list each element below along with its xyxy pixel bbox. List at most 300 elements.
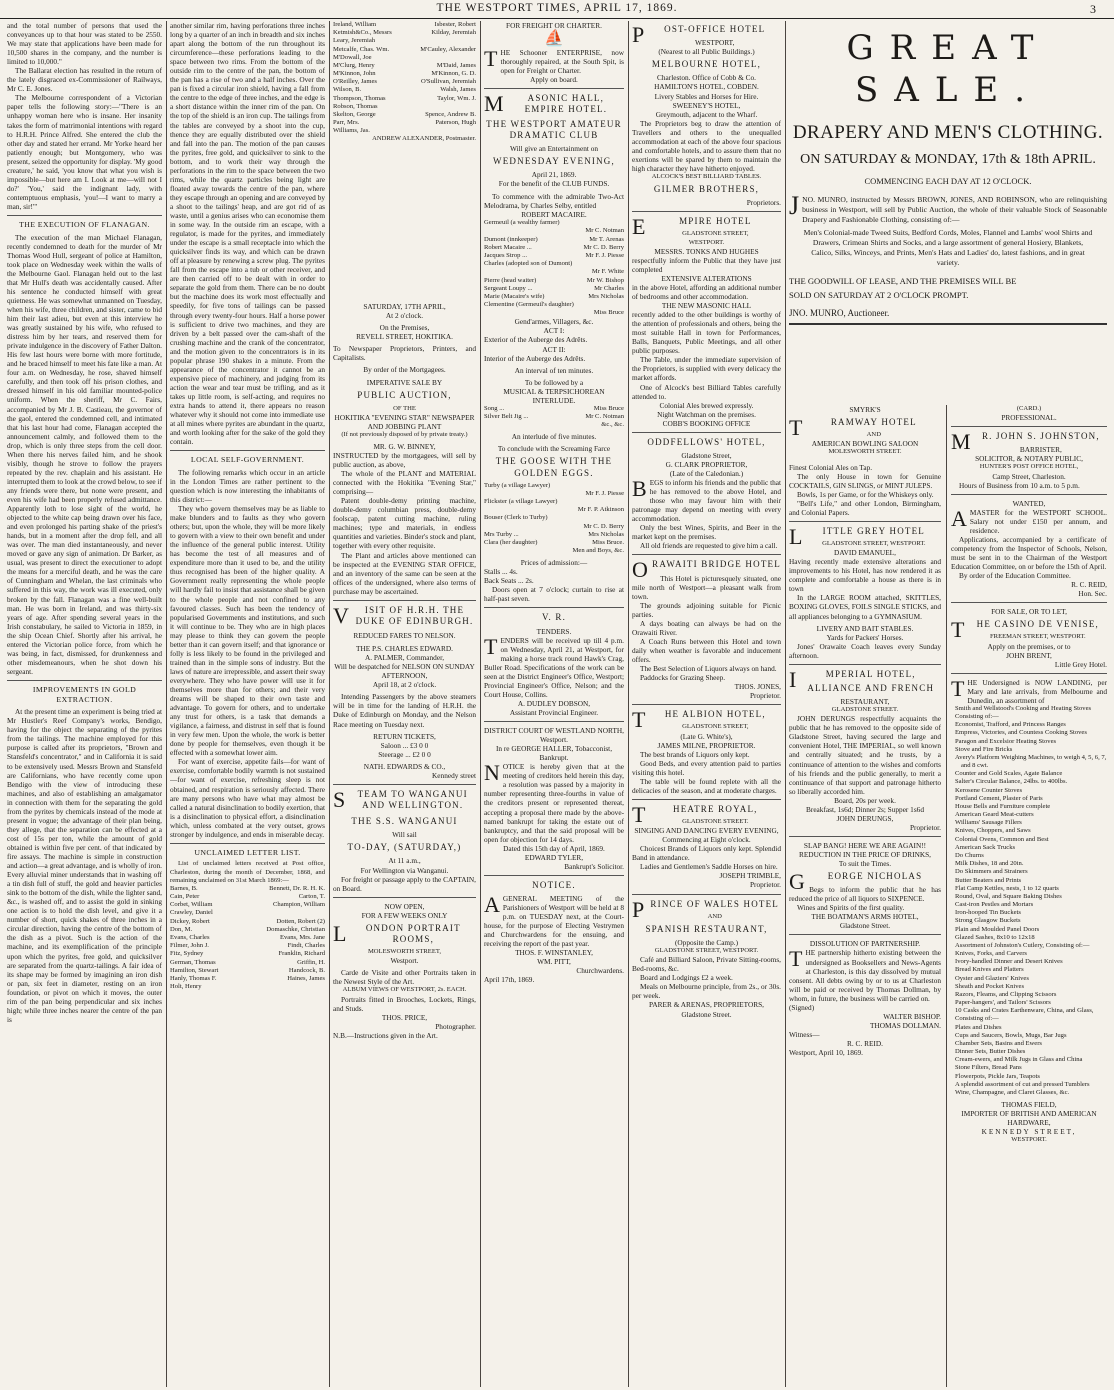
list-cell: Mr Charles (594, 284, 624, 292)
cast-row (484, 531, 624, 539)
text: Charleston. Office of Cobb & Co. (657, 73, 756, 83)
text: GLADSTONE STREET, (682, 723, 749, 731)
text: NOW OPEN, (384, 901, 425, 911)
text: Patent double-demy printing machine, double-demy columbian press, double-demy foolscap, patent cutting machine, ruling machines; type and materials, in endless quantities and varieties. Binder's stock and plant, together with every other requisite. (333, 496, 476, 551)
article-text: The Ballarat election has resulted in the return of the lately disgraced ex-Commissioner of Railways, Mr C. E. Jones. (7, 66, 162, 94)
list-item: Portland Cement, Plaster of Paris (955, 794, 1043, 802)
divider (632, 894, 781, 895)
list-cell: Mr C. Notman (585, 412, 624, 420)
text: One of Alcock's best Billiard Tables carefully attended to. (632, 382, 781, 401)
list-cell: Parr, Mrs. (333, 119, 360, 127)
list-item: Wine, Champagne, and Claret Glasses, &c. (955, 1088, 1070, 1096)
list-item: 10 Casks and Crates Earthenware, China, and Glass, (955, 1007, 1094, 1015)
text: For Wellington via Wanganui. (360, 865, 449, 875)
text: The only House in town for Genuine COCKTAILS, GIN SLINGS, or MINT JULEPS. (789, 471, 941, 490)
list-cell: Mr C. Notman (585, 227, 624, 235)
letter-row (170, 901, 325, 909)
text: G. CLARK PROPRIETOR, (665, 459, 748, 469)
list-cell: Jacques Strop ... (484, 251, 528, 259)
list-item: Chamber Sets, Basins and Ewers (955, 1039, 1042, 1047)
list-cell: M'Cauley, Alexander (420, 45, 476, 53)
cast-row (484, 236, 624, 244)
text: JOHN DERUNGS respectfully acquaints the public that he has removed to the opposite side of Gladstone Street, having secured the large and convenient Hotel, THE IMPERIAL, so well known and centrally situated; and he trusts, by a continuance of attention to the wishes and comforts of his friends and the public generally, to merit a continuance of that support and patronage hitherto so liberally accorded him. (789, 714, 941, 796)
steam-heading: TEAM TO WANGANUI AND WELLINGTON. (357, 788, 468, 810)
list-cell: Thompson, Thomas (333, 94, 386, 102)
text: V. R. (541, 612, 567, 623)
list-cell: Kilday, Jeremiah (431, 29, 476, 37)
text: WALTER BISHOP. (883, 1011, 941, 1021)
text: HE Undersigned is NOW LANDING, per Mary and late arrivals, from Melbourne and Dunedin, an assortment of (967, 677, 1107, 705)
empire-hotel: MPIRE HOTEL (679, 216, 752, 227)
cast-row (484, 413, 624, 421)
text: (CARD.) (1016, 405, 1042, 412)
cast-row (484, 498, 624, 506)
letter-row (170, 909, 325, 917)
text: FOR SALE, OR TO LET, (991, 607, 1067, 617)
list-cell: Miss Bruce. (592, 538, 624, 546)
text: Back Seats ... 2s. (484, 576, 534, 586)
text: AMERICAN BOWLING SALOON (811, 439, 919, 449)
list-cell: Williams, Jas. (333, 127, 370, 135)
text: DAVID EMANUEL, (834, 548, 896, 558)
column-4: FOR FREIGHT OR CHARTER. ⛵ THE Schooner ENTERPRISE, now thoroughly repaired, at the South Spit, is open for Freight or Charter. Apply on board. M ASONIC HALL, EMPIRE HOTEL. THE WESTPORT AMATEUR DRAMATIC CLUB Will give an Entertainment on WEDNESDAY EVENING, April 21, 1869. For the benefit of the CLUB FUNDS. To commence with the admirable Two-Act Melodrama, by Charles Selby, entitled ROBERT MACAIRE. Germeuil (a wealthy farmer) Mr C. Notman Dumont (innkeeper) Mr T. Arenas Robert Macaire ... Mr C. D. Berry Jacques Strop ... Mr F. J. Piesse Charles (adopted son of Dumont) Mr F. White Pierre (head waiter) Mr W. Bishop Sergeant Loupy ... Mr Charles Marie (Macaire's wife) Mrs Nicholas Clementine (Germeuil's daughter) Miss Bruce Gend'armes, Villagers, &c. ACT I: Exterior of the Auberge des Adrêts. ACT II: Interior of the Auberge des Adrêts. An interval of ten minutes. To be followed by a MUSICAL & TERPSICHOREAN INTERLUDE. Song ... Miss Bruce Silver Belt Jig ... Mr C. Notman &c., &c. An interlude of five minutes. To conclude with the Screaming Farce THE GOOSE WITH THE GOLDEN EGGS. Turby (a village Lawyer) Mr F. J. Piesse Flickster (a village Lawyer) Mr F. P. Atkinson Bouser (Clerk to Turby) Mr C. D. Berry Mrs Turby ... Mrs Nicholas Clara (her daughter) Miss Bruce. Men and Boys, &c. Prices of admission:— Stalls ... 4s. Back Seats ... 2s. Doors open at 7 o'clock; curtain to rise at half-past seven. V. R. TENDERS. TENDERS will be received up till 4 p.m. on Wednesday, April 21, at Westport, for making a horse track round Hawk's Crag, Buller Road. Specifications of the work can be seen at the District Engineer's Office, Westport; Provincial Engineer's Office, Nelson; and the Court House, Collins. A. DUDLEY DOBSON, Assistant Provincial Engineer. DISTRICT COURT OF WESTLAND NORTH, Westport. In re GEORGE HALLER, Tobacconist, Bankrupt. NOTICE is hereby given that at the meeting of creditors held herein this day, a resolution was passed by a majority in number representing three-fourths in value of the creditors present or represented thereat, accepting a proposal there made by the above-named bankrupt for taking the estate out of bankruptcy, and that the said proposal will be open for objection for 14 days. Dated this 15th day of April, 1869. EDWARD TYLER, Bankrupt's Solicitor. NOTICE. AGENERAL MEETING of the Parishioners of Westport will be held at 8 p.m. on TUESDAY next, at the Court-house, for the purpose of Electing Vestrymen and Churchwardens for the ensuing, and receiving the report of the past year. THOS. F. WINSTANLEY, WM. PITT, Churchwardens. April 17th, 1869. (484, 21, 624, 985)
list-cell: Turby (a village Lawyer) (484, 481, 551, 489)
text: Gladstone Street, (681, 450, 732, 460)
george-nicholas: EORGE NICHOLAS (827, 871, 923, 882)
masthead-title: THE WESTPORT TIMES, APRIL 17, 1869. (436, 2, 678, 14)
text: Board and Lodgings £2 a week. (640, 973, 733, 983)
text: (Signed) (789, 1002, 815, 1012)
text: For freight or passage apply to the CAPTAIN, on Board. (333, 874, 476, 893)
text: In the LARGE ROOM attached, SKITTLES, BOXING GLOVES, FOILS SINGLE STICKS, and all appliances belonging to a GYMNASIUM. (789, 593, 941, 621)
text: Meals on Melbourne principle, from 2s., or 30s. per week. (632, 982, 781, 1001)
list-cell: Isbester, Robert (434, 21, 476, 28)
text: Westport. (390, 956, 419, 966)
list-cell: Carton, T. (298, 893, 325, 901)
text: Paddocks for Grazing Sheep. (640, 673, 726, 683)
text: Westport. (540, 735, 568, 745)
text: Bankrupt's Solicitor. (564, 861, 624, 871)
text: Proprietors. (746, 198, 781, 208)
text: Ladies and Gentlemen's Saddle Horses on hire. (640, 862, 778, 872)
text: JOHN DERUNGS, (836, 813, 894, 823)
list-cell: Hanly, Thomas F. (170, 974, 217, 982)
johnston: R. JOHN S. JOHNSTON, (981, 431, 1100, 442)
divider (484, 88, 624, 89)
cast-row (484, 268, 624, 276)
text: Café and Billiard Saloon, Private Sitting-rooms, Bed-rooms, &c. (632, 955, 781, 974)
text: PROFESSIONAL. (1001, 413, 1057, 423)
article-text: List of unclaimed letters received at Post office, Charleston, during the month of December, 1868, and remaining unclaimed on 31st March 1869:— (170, 860, 325, 884)
letter-row (170, 967, 325, 975)
text: The Best Selection of Liquors always on hand. (640, 664, 777, 674)
cast-row (484, 539, 624, 547)
text: THOMAS DOLLMAN. (870, 1020, 941, 1030)
text: ENDERS will be received up till 4 p.m. on Wednesday, April 21, at Westport, for making a horse track round Hawk's Crag, Buller Road. Specifications of the work can be seen at the District Engineer's Office, Westport; Provincial Engineer's Office, Nelson; and the Court House, Collins. (484, 635, 624, 699)
list-cell: Mr F. White (591, 268, 624, 276)
list-item: Salter's Circular Balance, 24lbs. to 400lbs. (955, 778, 1068, 786)
cast-row (484, 547, 624, 555)
text: WESTPORT. (688, 238, 725, 246)
cast-row (484, 523, 624, 531)
auctioneer: JNO. MUNRO, Auctioneer. (789, 307, 890, 318)
text: The best brands of Liquors only kept. (640, 749, 750, 759)
column-rule (946, 405, 947, 1387)
text: A. PALMER, Commander, (364, 653, 445, 663)
article-text: another similar rim, having perforations three inches long by a quarter of an inch in breadth and six inches apart along the bottom of the run throughout its circumference—these perforations leading to the space between two rims. From the bottom of the outside rim to the centre of the pan, the bottom of the pan has a rise of two and a half inches. Over the pan is fixed a circular iron shield, having a fall from the centre to the edge of three inches, and the edge is a short distance within the inner rim of the pan. On the top of the shield is an iron cup. The tailings from the tables are conveyed by a shoot into the cup, thence they are equally distributed over the shield and fall into the pan. The motion of the pan causes the pyrites, free gold, and quicksilver to sink to the bottom, and to work their way through the perforations in the rim to the space between the two rims, while the quartz particles being light are floated away towards the centre of the pan, where they escape through an opening and are conveyed by a shoot to the tailings' heap, and are got rid of as waste, until a genius arises who can economise them in some way. In the outside rim an escape, with a regulator, is made for the pyrites, and immediately under the escape is a small receptacle into which the quicksilver finds its way, and which can be drawn off at pleasure by renewing a screw plug. The pyrites fall from the escape into a tub or other receiver, and are then carried off to be dealt with in order to separate the gold from them. There can be no doubt but the machine does its work most effectually and speedily, for five tons of tailings can be passed through every twenty-four hours. Half a horse power is sufficient to drive two machines, and they are driven by a belt passed over the cam-shaft of the crushing machine and the crank of the concentrator, and the motion given to the concentrators is in its popular phrase 190 shakes in a minute. From the appearance of the concentrator it cannot be an expensive piece of machinery, and judging from its action the wear and tear must be trifling, and as it takes up little room, is self-acting, and requires no extra hands to attend it, there appears no reason whatever why it should not come into immediate use at all mines where pyrites are abundant in the quartz, and worth looking after for the sake of the gold they contain. (170, 21, 325, 447)
cast-list (484, 482, 624, 556)
list-cell: Crawley, Daniel (170, 909, 213, 917)
casino: HE CASINO DE VENISE, (976, 619, 1099, 630)
list-item: Consisting of:— (955, 713, 999, 721)
list-item: Razors, Fleams, and Clipping Scissors (955, 990, 1057, 998)
text: REVELL STREET, HOKITIKA. (356, 332, 453, 342)
list-item: Dinner Sets, Butter Dishes (955, 1048, 1026, 1056)
text: Will be despatched for NELSON ON SUNDAY AFTERNOON, (334, 662, 475, 681)
list-cell: Mr W. Bishop (586, 276, 624, 284)
text: In re GEORGE HALLER, Tobacconist, Bankrupt. (495, 744, 613, 763)
list-cell: Cain, Peter (170, 893, 200, 901)
text: Colonial Ales brewed expressly. (659, 400, 754, 410)
list-cell: Spence, Andrew B. (425, 110, 476, 118)
text: ALBUM VIEWS OF WESTPORT, 2s. EACH. (342, 986, 467, 994)
list-cell: Mr F. J. Piesse (585, 489, 624, 497)
text: JAMES MILNE, PROPRIETOR. (657, 740, 756, 750)
text: GLADSTONE STREET, WESTPORT. (822, 540, 926, 548)
list-cell: Ireland, William (333, 21, 377, 28)
divider (333, 600, 476, 601)
text: On the Premises, (379, 323, 430, 333)
cast-row (484, 285, 624, 293)
text: Proprietor. (909, 822, 941, 832)
list-item: Cast-iron Pestles and Mortars (955, 901, 1034, 909)
list-cell: Flickster (a village Lawyer) (484, 498, 558, 506)
text: Gend'armes, Villagers, &c. (514, 317, 594, 327)
text: All old friends are requested to give him a call. (640, 541, 778, 551)
theatre-royal: HEATRE ROYAL, (673, 803, 758, 814)
text: GENERAL MEETING of the Parishioners of Westport will be held at 8 p.m. on TUESDAY next, at the Court-house, for the purpose of Electing Vestrymen and Churchwardens for the ensuing, and receiving the report of the past year. (484, 894, 624, 949)
list-cell: O'Reilley, James (333, 78, 377, 86)
text: To commence with the admirable Two-Act Melodrama, by Charles Selby, entitled (484, 192, 624, 211)
text: NOTICE. (532, 879, 576, 890)
text: in the above Hotel, affording an additional number of bedrooms and other accommodation. (632, 282, 781, 302)
text: "Bell's Life," and other London, Birmingham, and Colonial Papers. (789, 498, 941, 517)
list-item: Flowerpots, Pickle Jars, Teapots (955, 1072, 1040, 1080)
albion-hotel: HE ALBION HOTEL, (664, 709, 766, 720)
list-cell: O'Sullivan, Jeremiah (420, 78, 476, 86)
text: WANTED, (1012, 498, 1046, 508)
cast-list (484, 219, 624, 317)
commencing: COMMENCING EACH DAY AT 12 O'CLOCK. (864, 176, 1032, 187)
column-rule (329, 21, 330, 1387)
text: IMPERATIVE SALE BY (366, 378, 443, 388)
list-cell: Mr C. D. Berry (583, 522, 624, 530)
list-cell: Corbet, William (170, 901, 213, 909)
list-item: Consisting of:— (955, 1015, 999, 1023)
divider (789, 323, 1107, 325)
text: Camp Street, Charleston. (992, 471, 1066, 481)
text: THE GOODWILL OF LEASE, AND THE PREMISES WILL BE (789, 275, 1017, 286)
column-2 (170, 21, 325, 1387)
letter-row (170, 942, 325, 950)
text: BARRISTER, (1019, 445, 1062, 455)
visit-heading: ISIT OF H.R.H. THE DUKE OF EDINBURGH. (355, 604, 474, 626)
freight-heading: FOR FREIGHT OR CHARTER. (506, 21, 602, 30)
list-cell: Mr F. P. Atkinson (577, 506, 624, 514)
text: OF THE (393, 404, 416, 412)
divider (789, 934, 941, 935)
text: Finest Colonial Ales on Tap. (789, 462, 873, 472)
text: MOLESWORTH STREET, (367, 948, 442, 956)
text: Will sail (392, 830, 417, 840)
list-cell: Haines, James (287, 974, 325, 982)
cast-row (484, 405, 624, 413)
text: Having recently made extensive alterations and improvements to his Hotel, has now rendered it as complete and comfortable a house as there is in town (789, 557, 941, 594)
text: Gladstone Street. (681, 1009, 732, 1019)
list-item: A splendid assortment of cut and pressed Tumblers (955, 1080, 1090, 1088)
text: (Late of the Caledonian.) (669, 468, 744, 478)
text: WEDNESDAY EVENING, (493, 155, 615, 166)
cast-row (484, 260, 624, 268)
list-cell: Evans, Mrs. Jane (279, 933, 325, 941)
column-5: P OST-OFFICE HOTEL WESTPORT, (Nearest to all Public Buildings.) MELBOURNE HOTEL, Charleston. Office of Cobb & Co. HAMILTON'S HOTEL, COBDEN. Livery Stables and Horses for Hire. SWEENEY'S HOTEL, Greymouth, adjacent to the Wharf. The Proprietors beg to draw the attention of Travellers and others to the unequalled accommodation at each of the above four spacious and comfortable hotels, and to assure them that no exertions will be spared by them to maintain the high character they have hitherto enjoyed. ALCOCK'S BEST BILLIARD TABLES. GILMER BROTHERS, Proprietors. E MPIRE HOTEL GLADSTONE STREET, WESTPORT. MESSRS. TONKS AND HUGHES respectfully inform the Public that they have just completed EXTENSIVE ALTERATIONS in the above Hotel, affording an additional number of bedrooms and other accommodation. THE NEW MASONIC HALL recently added to the other buildings is worthy of the attention of professionals and others, being the most suitable Hall in town for Performances, Balls, Banquets, Public Meetings, and all other public purposes. The Table, under the immediate supervision of the Proprietors, is supplied with every delicacy the market affords. One of Alcock's best Billiard Tables carefully attended to. Colonial Ales brewed expressly. Night Watchman on the premises. COBB'S BOOKING OFFICE ODDFELLOWS' HOTEL, Gladstone Street, G. CLARK PROPRIETOR, (Late of the Caledonian.) BEGS to inform his friends and the public that he has removed to the above Hotel, and those who may favour him with their patronage may depend on meeting with every accommodation. Only the best Wines, Spirits, and Beer in the market kept on the premises. All old friends are requested to give him a call. ORAWAITI BRIDGE HOTEL This Hotel is picturesquely situated, one mile north of Westport—a pleasant walk from town. The grounds adjoining suitable for Picnic parties. A days boating can always be had on the Orawaiti River. A Coach Runs between this Hotel and town daily when weather is favorable and inducement offers. The Best Selection of Liquors always on hand. Paddocks for Grazing Sheep. THOS. JONES, Proprietor. T HE ALBION HOTEL, GLADSTONE STREET, (Late G. White's), JAMES MILNE, PROPRIETOR. The best brands of Liquors only kept. Good Beds, and every attention paid to parties visiting this hotel. The table will be found replete with all the delicacies of the season, and at moderate charges. T HEATRE ROYAL, GLADSTONE STREET. SINGING AND DANCING EVERY EVENING, Commencing at Eight o'clock. Choicest Brands of Liquors only kept. Splendid Band in attendance. Ladies and Gentlemen's Saddle Horses on hire. JOSEPH TRIMBLE, Proprietor. PRINCE OF WALES HOTEL AND SPANISH RESTAURANT, (Opposite the Camp.) GLADSTONE STREET, WESTPORT. Café and Billiard Saloon, Private Sitting-rooms, Bed-rooms, &c. Board and Lodgings £2 a week. Meals on Melbourne principle, from 2s., or 30s. per week. PARER & ARENAS, PROPRIETORS, Gladstone Street. (632, 22, 781, 1019)
text: JOSEPH TRIMBLE, (719, 871, 781, 881)
divider (951, 602, 1107, 603)
list-cell: Paterson, Hugh (435, 119, 476, 127)
letter-list (170, 885, 325, 991)
text: By order of the Education Committee. (959, 571, 1071, 581)
text: (Nearest to all Public Buildings.) (658, 47, 755, 57)
text: Begs to inform the public that he has reduced the price of all liquors to SIXPENCE. (789, 885, 941, 904)
text: Board, 20s per week. (834, 795, 896, 805)
text: By order of the Mortgagees. (363, 365, 446, 375)
text: AND (866, 431, 881, 439)
text: REDUCED FARES TO NELSON. (353, 631, 456, 641)
text: Bowls, 1s per Game, or for the Whiskeys only. (797, 489, 934, 499)
text: MUSICAL & TERPSICHOREAN INTERLUDE. (503, 386, 605, 405)
cast-row (484, 293, 624, 301)
list-cell: Germeuil (a wealthy farmer) (484, 219, 560, 227)
text: ACT II: (542, 344, 566, 354)
masthead (0, 0, 1114, 19)
text: RETURN TICKETS, (373, 731, 436, 741)
list-item: Stove and Fire Bricks (955, 745, 1013, 753)
text: Livery Stables and Horses for Hire. (654, 91, 759, 101)
text: Proprietor. (749, 691, 781, 701)
text: SWEENEY'S HOTEL, (672, 100, 741, 110)
text: Apply on board. (530, 75, 578, 85)
list-item: Assortment of Johnston's Cutlery, Consisting of:— (955, 941, 1090, 949)
drapery-heading: DRAPERY AND MEN'S CLOTHING. (792, 122, 1104, 144)
list-item: Do Churns (955, 852, 984, 859)
list-item: American Geard Meat-cutters (955, 811, 1034, 819)
list-item: Oyster and Glaziers' Knives (955, 974, 1029, 982)
melbourne-hotel: MELBOURNE HOTEL, (651, 59, 762, 70)
article-heading: UNCLAIMED LETTER LIST. (194, 847, 301, 857)
text: Stalls ... 4s. (484, 567, 518, 577)
list-cell: Mr T. Arenas (589, 235, 624, 243)
list-cell: Leary, Jeremiah (333, 37, 376, 45)
text: Proprietor. (749, 880, 781, 890)
list-cell: Handcock, B. (288, 966, 325, 974)
text: Prices of admission:— (520, 558, 588, 568)
divider (333, 897, 476, 898)
little-grey-hotel: ITTLE GREY HOTEL (822, 525, 925, 536)
page-number: 3 (1090, 2, 1096, 16)
column-rule (480, 21, 481, 1387)
text: HAMILTON'S HOTEL, COBDEN. (654, 82, 759, 92)
list-cell: Men and Boys, &c. (572, 547, 624, 555)
letter-row (170, 934, 325, 942)
text: THOS. PRICE, (381, 1012, 428, 1022)
list-cell: M'Kinnon, John (333, 70, 376, 78)
text: JOHN BRENT, (1006, 650, 1052, 660)
text: A days boating can always be had on the Orawaiti River. (632, 618, 781, 637)
list-cell: Charles (adopted son of Dumont) (484, 260, 573, 268)
divider (632, 799, 781, 800)
list-item: Flat Camp Kettles, nests, 1 to 12 quarts (955, 884, 1059, 892)
oddfellows-hotel: ODDFELLOWS' HOTEL, (647, 436, 766, 447)
text: Gladstone Street. (839, 921, 891, 931)
column-1 (7, 21, 162, 1387)
article-heading: IMPROVEMENTS IN GOLD EXTRACTION. (32, 684, 137, 704)
text: EXTENSIVE ALTERATIONS (661, 273, 752, 283)
text: Little Grey Hotel. (1054, 659, 1107, 669)
text: THE P.S. CHARLES EDWARD. (356, 644, 453, 654)
list-item: Ivory-handled Dinner and Desert Knives (955, 958, 1063, 966)
list-cell: German, Thomas (170, 958, 216, 966)
cast-row (484, 506, 624, 514)
list-cell: Clara (her daughter) (484, 538, 538, 546)
list-item: House Bells and Furniture complete (955, 802, 1051, 810)
text: ALLIANCE AND FRENCH (807, 682, 935, 693)
gilmer: GILMER BROTHERS, (653, 184, 760, 195)
text: THE S.S. WANGANUI (351, 816, 458, 827)
text: DISSOLUTION OF PARTNERSHIP. (809, 939, 921, 949)
cast-row (484, 219, 624, 227)
divider (632, 554, 781, 555)
text: GLADSTONE STREET, WESTPORT. (654, 947, 759, 955)
list-cell: M'Clurg, Henry (333, 61, 375, 69)
text: An interlude of five minutes. (511, 432, 597, 442)
text: The whole of the PLANT and MATERIAL connected with the Hokitika "Evening Star," comprising— (333, 469, 476, 497)
text: Choicest Brands of Liquors only kept. Splendid Band in attendance. (632, 844, 781, 863)
text: HE Schooner ENTERPRISE, now thoroughly repaired, at the South Spit, is open for Freight or Charter. (500, 48, 624, 76)
list-cell: Mr F. J. Piesse (585, 251, 624, 259)
cast-row (484, 252, 624, 260)
list-item: Stone Filters, Bread Pans (955, 1064, 1022, 1072)
list-cell: Metcalfe, Chas. Wm. (333, 45, 390, 53)
text: THOS. JONES, (734, 682, 781, 692)
list-item: Counter and Gold Scales, Agate Balance (955, 770, 1063, 778)
text: This Hotel is picturesquely situated, one mile north of Westport—a pleasant walk from town. (632, 573, 781, 601)
sale-dates: ON SATURDAY & MONDAY, 17th & 18th APRIL. (800, 151, 1096, 167)
text: HE partnership hitherto existing between the undersigned as Booksellers and News-Agents at Charleston, is this day dissolved by mutual consent. All debts owing by or to us at Charleston will be paid or received by Thomas Dollman, by whom, in future, the business will be carried on. (789, 948, 941, 1003)
text: Intending Passengers by the above steamers will be in time for the landing of H.R.H. the Duke of Edinburgh on Monday, and the Nelson Race meeting on Tuesday next. (333, 692, 476, 729)
spanish-restaurant: SPANISH RESTAURANT, (645, 923, 768, 934)
text: MR. G. W. BINNEY, (373, 441, 436, 451)
divider (632, 211, 781, 212)
list-cell: Miss Bruce (593, 309, 624, 317)
text: Breakfast, 1s6d; Dinner 2s; Supper 1s6d (806, 804, 924, 814)
divider (7, 215, 162, 216)
column-8: (CARD.) PROFESSIONAL. M R. JOHN S. JOHNSTON, BARRISTER, SOLICITOR, & NOTARY PUBLIC, HUNTER'S POST OFFICE HOTEL, Camp Street, Charleston. Hours of Business from 10 a.m. to 5 p.m. WANTED, AMASTER for the WESTPORT SCHOOL. Salary not under £150 per annum, and residence. Applications, accompanied by a certificate of competency from the Inspector of Schools, Nelson, must be sent in to the Chairman of the Westport Education Committee, on or before the 15th of April. By order of the Education Committee. R. C. REID, Hon. Sec. FOR SALE, OR TO LET, T HE CASINO DE VENISE, FREEMAN STREET, WESTPORT. Apply on the premises, or to JOHN BRENT, Little Grey Hotel. THE Undersigned is NOW LANDING, per Mary and late arrivals, from Melbourne and Dunedin, an assortment of Smith and Wellstood's Cooking and Heating Stoves Consisting of:— Economist, Trafford, and Princess Ranges Empress, Victories, and Countess Cooking Stoves Paragon and Excelsior Heating Stoves Stove and Fire Bricks Avery's Platform Weighing Machines, to weigh 4, 5, 6, 7, and 8 cwt. Counter and Gold Scales, Agate Balance Salter's Circular Balance, 24lbs. to 400lbs. Kerosene Counter Stoves Portland Cement, Plaster of Paris House Bells and Furniture complete American Geard Meat-cutters Williams' Sausage Fillers Knives, Choppers, and Saws Colonial Ovens, Common and Best American Sack Trucks Do Churns Milk Dishes, 18 and 20in. Do Skimmers and Strainers Butter Beaters and Prints Flat Camp Kettles, nests, 1 to 12 quarts Round, Oval, and Square Baking Dishes Cast-iron Pestles and Mortars Iron-hooped Tin Buckets Strong Glasgow Buckets Plain and Moulded Panel Doors Glazed Sashes, 8x10 to 12x18 Assortment of Johnston's Cutlery, Consisting of:— Knives, Forks, and Carvers Ivory-handled Dinner and Desert Knives Bread Knives and Platters Oyster and Glaziers' Knives Sheath and Pocket Knives Razors, Fleams, and Clipping Scissors Paper-hangers', and Tailors' Scissors 10 Casks and Crates Earthenware, China, and Glass, Consisting of:— Plates and Dishes Cups and Saucers, Bowls, Mugs, Bar Jugs Chamber Sets, Basins and Ewers Dinner Sets, Butter Dishes Cream-ewers, and Milk Jugs in Glass and China Stone Filters, Bread Pans Flowerpots, Pickle Jars, Teapots A splendid assortment of cut and pressed Tumblers Wine, Champagne, and Claret Glasses, &c. THOMAS FIELD, IMPORTER OF BRITISH AND AMERICAN HARDWARE, KENNEDY STREET, WESTPORT. (951, 405, 1107, 1144)
text: Dated this 15th day of April, 1869. (503, 843, 605, 853)
list-cell: Mrs Turby ... (484, 530, 519, 538)
column-rule (166, 21, 167, 1387)
column-3-adverts: SATURDAY, 17TH APRIL, At 2 o'clock. On the Premises, REVELL STREET, HOKITIKA. To Newspaper Proprietors, Printers, and Capitalists. By order of the Mortgagees. IMPERATIVE SALE BY PUBLIC AUCTION, OF THE HOKITIKA "EVENING STAR" NEWSPAPER AND JOBBING PLANT (If not previously disposed of by private treaty.) MR. G. W. BINNEY, INSTRUCTED by the mortgagees, will sell by public auction, as above, The whole of the PLANT and MATERIAL connected with the Hokitika "Evening Star," comprising— Patent double-demy printing machine, double-demy columbian press, double-demy foolscap, patent cutting machine, ruling machines; type and materials, in endless quantities and varieties. Binder's stock and plant, together with every other requisite. The Plant and articles above mentioned can be inspected at the EVENING STAR OFFICE, and an inventory of the same can be seen at the offices of the undersigned, where also terms of purchase may be ascertained. V ISIT OF H.R.H. THE DUKE OF EDINBURGH. REDUCED FARES TO NELSON. THE P.S. CHARLES EDWARD. A. PALMER, Commander, Will be despatched for NELSON ON SUNDAY AFTERNOON, April 18, at 2 o'clock. Intending Passengers by the above steamers will be in time for the landing of H.R.H. the Duke of Edinburgh on Monday, and the Nelson Race meeting on Tuesday next. RETURN TICKETS, Saloon ... £3 0 0 Steerage ... £2 0 0 NATH. EDWARDS & CO., Kennedy street S TEAM TO WANGANUI AND WELLINGTON. THE S.S. WANGANUI Will sail TO-DAY, (SATURDAY,) At 11 a.m., For Wellington via Wanganui. For freight or passage apply to the CAPTAIN, on Board. NOW OPEN, FOR A FEW WEEKS ONLY L ONDON PORTRAIT ROOMS, MOLESWORTH STREET, Westport. Carde de Visite and other Portraits taken in the Newest Style of the Art. ALBUM VIEWS OF WESTPORT, 2s. EACH. Portraits fitted in Brooches, Lockets, Rings, and Studs. THOS. PRICE, Photographer. N.B.—Instructions given in the Art. (333, 302, 476, 1040)
text: April 17th, 1869. (484, 975, 535, 985)
list-cell: Wilson, B. (333, 86, 362, 94)
text: Only the best Wines, Spirits, and Beer in the market kept on the premises. (632, 523, 781, 542)
text: An interval of ten minutes. (514, 365, 594, 375)
text: NO. MUNRO, instructed by Messrs BROWN, JONES, AND ROBINSON, who are relinquishing business in Westport, will sell by Public Auction, the whole of their valuable Stock of Seasonable Drapery and Fashionable Clothing, consisting of:— (802, 194, 1107, 224)
cast-row (484, 301, 624, 309)
text: FOR A FEW WEEKS ONLY (361, 910, 448, 920)
text: respectfully inform the Public that they have just completed (632, 255, 781, 274)
list-item: Butter Beaters and Prints (955, 876, 1022, 884)
article-heading: THE EXECUTION OF FLANAGAN. (19, 219, 150, 229)
text: MOLESWORTH STREET. (828, 448, 902, 456)
list-item: Knives, Choppers, and Saws (955, 827, 1031, 835)
text: INSTRUCTED by the mortgagees, will sell by public auction, as above, (333, 451, 476, 470)
list-cell: Walsh, James (440, 86, 476, 94)
list-item: Smith and Wellstood's Cooking and Heating Stoves (955, 704, 1092, 712)
list-item: Cream-ewers, and Milk Jugs in Glass and China (955, 1056, 1083, 1064)
text: NATH. EDWARDS & CO., (363, 761, 446, 771)
text: To Newspaper Proprietors, Printers, and Capitalists. (333, 344, 476, 363)
list-cell: Mrs Nicholas (588, 292, 624, 300)
list-cell: Skelton, George (333, 110, 376, 118)
text: Photographer. (435, 1021, 476, 1031)
text: The table will be found replete with all the delicacies of the season, and at moderate charges. (632, 776, 781, 795)
text: SLAP BANG! HERE WE ARE AGAIN!! (803, 840, 927, 850)
list-cell: Evans, Charles (170, 933, 210, 941)
list-item: Do Skimmers and Strainers (955, 868, 1028, 876)
text: RESTAURANT, (840, 697, 890, 707)
list-cell: Franklin, Richard (278, 950, 325, 958)
song-list (484, 405, 624, 430)
list-cell: Robson, Thomas (333, 102, 378, 110)
letter-row (170, 893, 325, 901)
text: AND (707, 912, 722, 920)
list-item: Cups and Saucers, Bowls, Mugs, Bar Jugs (955, 1031, 1067, 1039)
hardware-list (951, 705, 1107, 1097)
cast-row (484, 421, 624, 429)
text: The Plant and articles above mentioned can be inspected at the EVENING STAR OFFICE, and an inventory of the same can be seen at the offices of the undersigned, where also terms of purchase may be ascertained. (333, 550, 476, 596)
divider (951, 426, 1107, 427)
list-cell: M'Daid, James (436, 61, 476, 69)
divider (484, 721, 624, 722)
list-cell: M'Kinnon, G. D. (431, 70, 476, 78)
text: HOKITIKA "EVENING STAR" NEWSPAPER AND JOBBING PLANT (334, 412, 475, 431)
text: Assistant Provincial Engineer. (509, 708, 599, 718)
text: (Late G. White's), (680, 731, 733, 741)
text: Witness— (789, 1029, 820, 1039)
divider (7, 680, 162, 681)
text: Applications, accompanied by a certificate of competency from the Inspector of Schools, Nelson, must be sent in to the Chairman of the Westport Education Committee, on or before the 15th of April. (951, 534, 1107, 572)
list-cell: Hamilton, Stewart (170, 966, 219, 974)
text: Interior of the Auberge des Adrêts. (484, 353, 586, 363)
text: REDUCTION IN THE PRICE OF DRINKS, (798, 849, 932, 859)
divider (170, 843, 325, 844)
list-cell: Song ... (484, 404, 505, 412)
article-text: They who govern themselves may be as liable to make blunders and to faults as they who govern others; but, upon the whole, they will be more likely to govern with a view to their own benefit and under the influence of the general public interest. Utility has become the test of all measures and of expenditure more than it used to be, and the utility thus recognised has been of the higher quality. A Government really representing the whole people will hardly fail to insist that assistance shall be given to the whole people and not confined to any favoured classes. Such has been the tendency of popularised Governments and institutions, and such it will continue to be. They who are in high places may please to think they can govern the people better than it can govern itself; and that ignorance or folly is less likely to be found in the privileged and trained than in the simple sons of industry. But the laws of nature are irrepressible, and assert their sway everywhere. They who have power will use it for themselves more than for others; and their very dreams will be shaped to their own taste and advantage. To govern for others, and to undertake any trust for others, is a task that demands a vigilance, a fairness, and distrust in self that is found in very few men. Upon the whole, the work is better done by people for themselves, even though it be effected with a somewhat lower aim. (170, 504, 325, 758)
list-cell: Filmer, John J. (170, 942, 209, 950)
text: SATURDAY, 17TH APRIL, (363, 302, 446, 311)
text: SINGING AND DANCING EVERY EVENING, (634, 826, 779, 836)
list-cell: Pierre (head waiter) (484, 276, 537, 284)
